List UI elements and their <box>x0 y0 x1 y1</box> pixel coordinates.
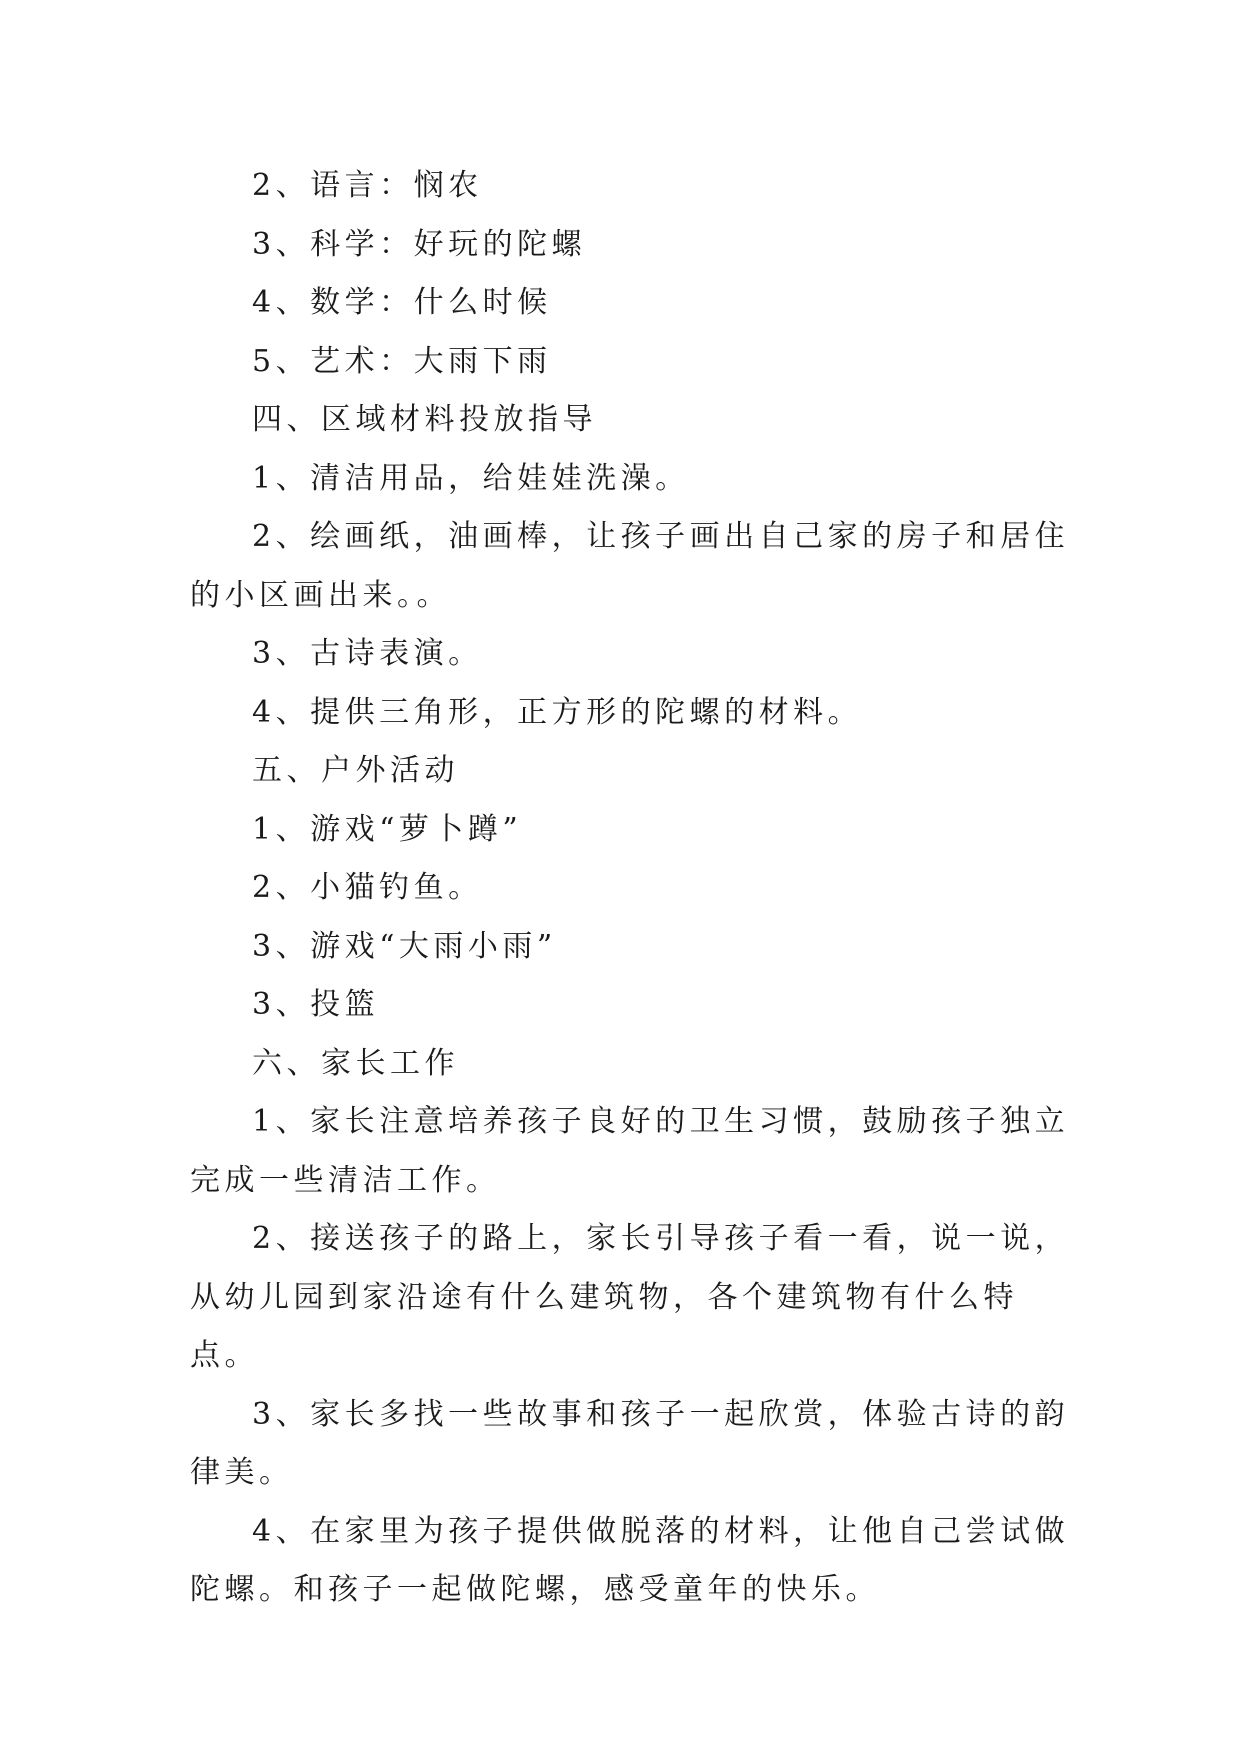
area-item-2: 2、绘画纸，油画棒，让孩子画出自己家的房子和居住的小区画出来。。 <box>190 519 1070 613</box>
outdoor-item-1: 1、游戏“萝卜蹲” <box>252 811 523 847</box>
parent-item-4: 4、在家里为孩子提供做脱落的材料，让他自己尝试做陀螺。和孩子一起做陀螺，感受童年的快乐。 <box>190 1513 1070 1607</box>
parent-item-3: 3、家长多找一些故事和孩子一起欣赏，体验古诗的韵律美。 <box>190 1396 1070 1490</box>
area-item-3: 3、古诗表演。 <box>252 636 483 671</box>
outdoor-item-4: 3、投篮 <box>252 987 380 1022</box>
parent-item-1: 1、家长注意培养孩子良好的卫生习惯，鼓励孩子独立完成一些清洁工作。 <box>190 1104 1070 1198</box>
area-item-4: 4、提供三角形，正方形的陀螺的材料。 <box>252 694 863 730</box>
item-language: 2、语言：悯农 <box>252 168 483 203</box>
parent-item-2: 2、接送孩子的路上，家长引导孩子看一看，说一说，从幼儿园到家沿途有什么建筑物，各个建筑物有什么特点。 <box>190 1221 1070 1373</box>
document-body <box>190 157 1070 1620</box>
outdoor-item-3: 3、游戏“大雨小雨” <box>252 928 557 964</box>
area-item-1: 1、清洁用品，给娃娃洗澡。 <box>252 460 690 496</box>
item-art: 5、艺术：大雨下雨 <box>252 343 552 379</box>
section-heading-parents: 六、家长工作 <box>252 1045 459 1081</box>
item-science: 3、科学：好玩的陀螺 <box>252 226 587 262</box>
section-heading-outdoor: 五、户外活动 <box>252 753 459 788</box>
outdoor-item-2: 2、小猫钓鱼。 <box>252 870 483 905</box>
section-heading-area-materials: 四、区域材料投放指导 <box>252 402 597 437</box>
item-math: 4、数学：什么时候 <box>252 285 552 320</box>
